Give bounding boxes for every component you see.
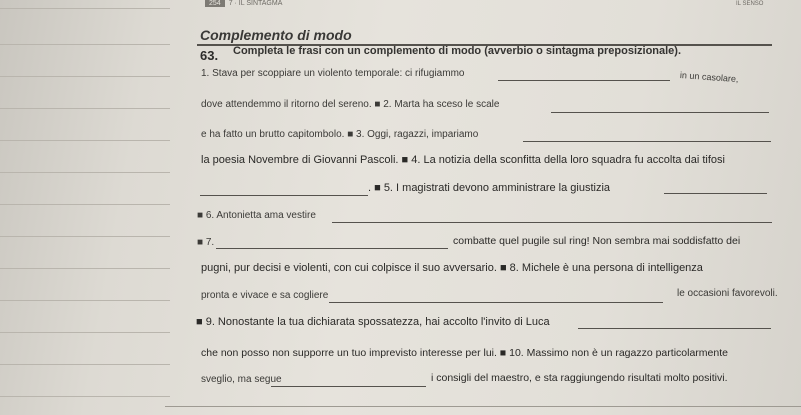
notebook-rule xyxy=(0,44,170,45)
notebook-rule xyxy=(0,108,170,109)
exercise-line: e ha fatto un brutto capitombolo. ■ 3. Oggi, ragazzi, impariamo xyxy=(201,129,479,140)
exercise-line: dove attendemmo il ritorno del sereno. ■ 2. Marta ha sceso le scale xyxy=(201,99,500,110)
answer-blank[interactable] xyxy=(664,193,767,194)
chapter-label: 7 · IL SINTAGMA xyxy=(228,0,283,7)
answer-blank[interactable] xyxy=(216,248,448,249)
page-number: 254 xyxy=(205,0,225,7)
notebook-rule xyxy=(0,140,170,141)
answer-blank[interactable] xyxy=(523,141,771,142)
notebook-rule xyxy=(0,8,170,9)
exercise-line: ■ 7. xyxy=(197,237,215,248)
corner-label: IL SENSO xyxy=(736,1,764,7)
exercise-line: in un casolare, xyxy=(679,70,739,85)
answer-blank[interactable] xyxy=(498,80,670,81)
notebook-rule xyxy=(0,76,170,77)
notebook-rule xyxy=(0,332,170,333)
notebook-rule xyxy=(0,268,170,269)
notebook-rule xyxy=(0,300,170,301)
exercise-line: che non posso non supporre un tuo imprevisto interesse per lui. ■ 10. Massimo non è un ragazzo particolarmente xyxy=(201,347,728,359)
answer-blank[interactable] xyxy=(271,386,426,387)
answer-blank[interactable] xyxy=(551,112,769,113)
exercise-line: sveglio, ma segue xyxy=(201,374,282,385)
exercise-line: 1. Stava per scoppiare un violento temporale: ci rifugiammo xyxy=(201,68,465,79)
exercise-instruction: Completa le frasi con un complemento di modo (avverbio o sintagma preposizionale). xyxy=(233,45,682,57)
notebook-rule xyxy=(0,172,170,173)
exercise-line: la poesia Novembre di Giovanni Pascoli. ■ 4. La notizia della sconfitta della loro squadra fu accolta dai tifosi xyxy=(201,154,725,166)
notebook-rule xyxy=(0,396,170,397)
exercise-line: le occasioni favorevoli. xyxy=(677,288,778,299)
exercise-line: . ■ 5. I magistrati devono amministrare la giustizia xyxy=(368,182,611,194)
bottom-rule xyxy=(165,406,801,407)
answer-blank[interactable] xyxy=(200,195,368,196)
running-head xyxy=(205,0,282,7)
exercise-line: pronta e vivace e sa cogliere xyxy=(201,290,329,301)
answer-blank[interactable] xyxy=(578,328,771,329)
exercise-line: i consigli del maestro, e sta raggiungendo risultati molto positivi. xyxy=(431,372,728,384)
exercise-line: combatte quel pugile sul ring! Non sembra mai soddisfatto dei xyxy=(453,235,741,247)
answer-blank[interactable] xyxy=(332,222,772,223)
notebook-rule xyxy=(0,236,170,237)
exercise-line: ■ 9. Nonostante la tua dichiarata spossatezza, hai accolto l'invito di Luca xyxy=(196,316,550,328)
answer-blank[interactable] xyxy=(329,302,663,303)
notebook-rule xyxy=(0,364,170,365)
section-title: Complemento di modo xyxy=(200,27,352,43)
notebook-rule xyxy=(0,204,170,205)
exercise-line: ■ 6. Antonietta ama vestire xyxy=(197,210,316,221)
exercise-number: 63. xyxy=(200,48,219,63)
exercise-line: pugni, pur decisi e violenti, con cui colpisce il suo avversario. ■ 8. Michele è una persona di intelligenza xyxy=(201,262,703,274)
